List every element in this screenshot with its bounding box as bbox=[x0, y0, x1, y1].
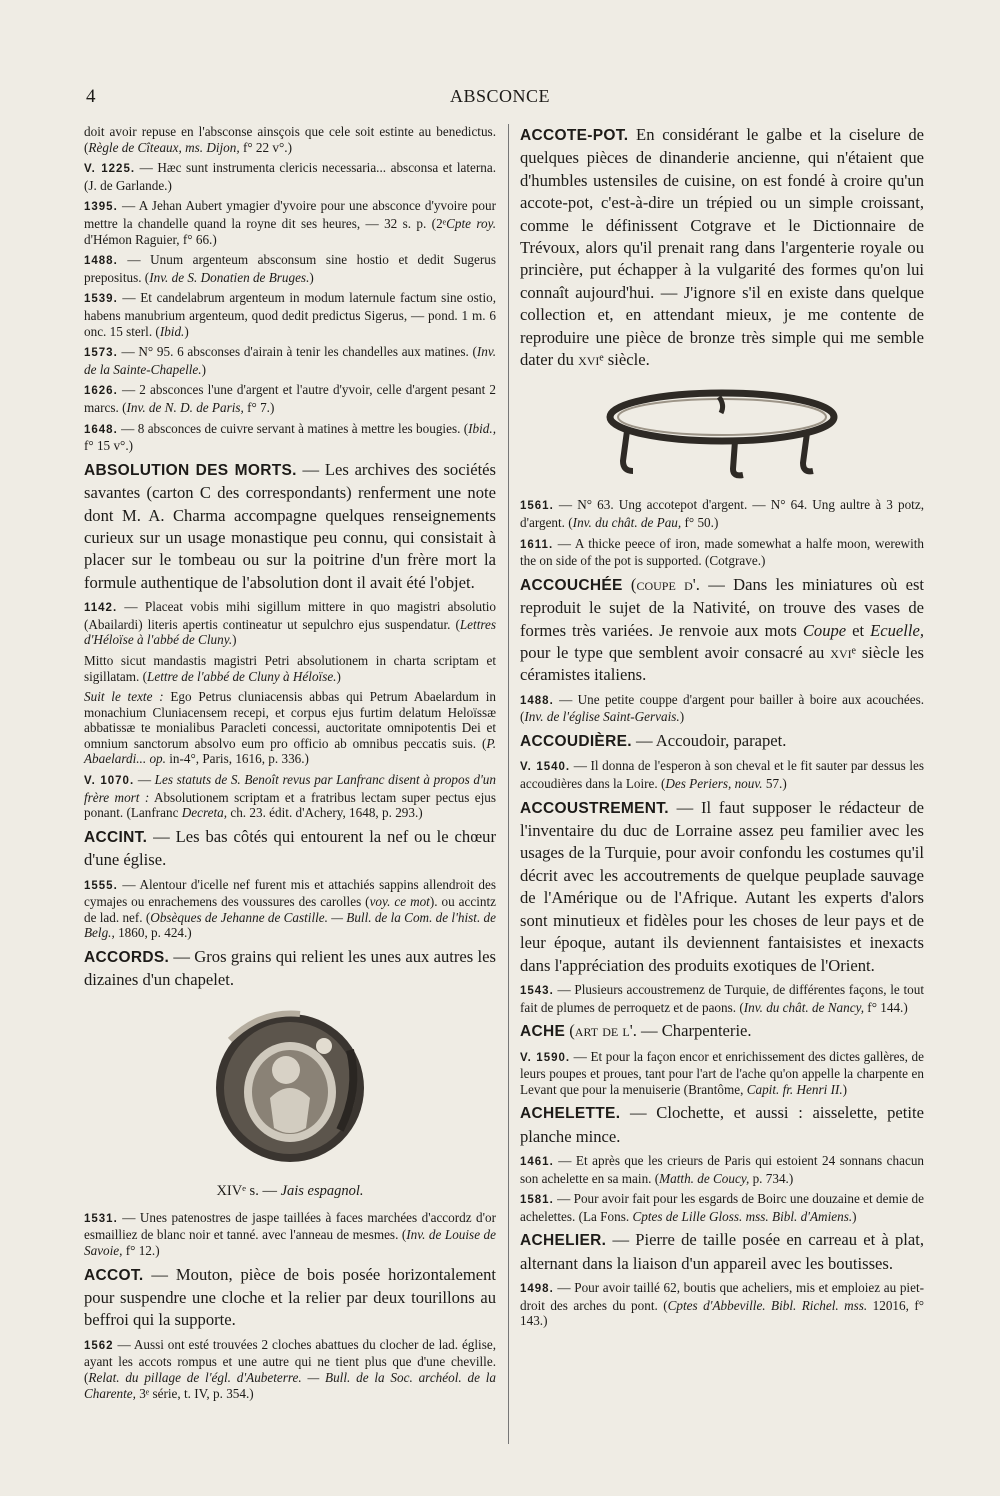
caption-text: Jais espagnol. bbox=[280, 1182, 364, 1199]
headword: ACCINT. bbox=[84, 828, 148, 846]
headword: ACCOTE-POT. bbox=[520, 127, 629, 144]
text: p. 734.) bbox=[749, 1170, 794, 1186]
definition: — Les archives des sociétés savantes (carton C des correspondants) renferment une note dont M. A. Charma accompagne quelques renseignements curieux sur un usage monastique peu connu, qui consistait à placer sur le tombeau ou sur la poitrine d'un frère mort la formule authentique de l'absolution dont il avait été l'objet. bbox=[84, 459, 496, 592]
definition: — Pierre de taille posée en carreau et à plat, alternant dans la liaison d'un appareil avec les boutisses. bbox=[520, 1230, 924, 1273]
definition: — Dans les miniatures où est reproduit le sujet de la Nativité, on trouve des vases de formes très variées. Je renvoie aux mots bbox=[520, 574, 925, 640]
citation-year: 1488. bbox=[84, 255, 118, 268]
citation-text: — Et candelabrum argenteum in modum laternule factum sine ostio, habens manubrium argenteum, quod dedit predictus Sigerus, — pond. 1 m. 6 onc. 15 sterl. ( bbox=[84, 290, 496, 339]
text: f° 12.) bbox=[122, 1243, 160, 1259]
text: siècle. bbox=[603, 350, 650, 370]
cross-reference: Coupe bbox=[802, 620, 847, 640]
text: siècle les céramistes italiens. bbox=[520, 643, 924, 685]
source: Inv. de l'église Saint-Gervais. bbox=[524, 709, 680, 725]
entry-achelette bbox=[520, 1102, 924, 1148]
headword: ACCOT. bbox=[84, 1266, 144, 1284]
headword: ACCOUDIÈRE. bbox=[520, 733, 632, 751]
source: Capit. fr. Henri II. bbox=[746, 1081, 843, 1097]
text: f° 144.) bbox=[864, 999, 908, 1015]
definition: — Gros grains qui relient les unes aux autres les dizaines d'un chapelet. bbox=[84, 947, 496, 990]
entry-accote-pot bbox=[520, 124, 924, 371]
citation-1540 bbox=[520, 758, 924, 791]
source: Les statuts de S. Benoît revus par Lanfranc disent à propos d'un frère mort : bbox=[84, 772, 496, 805]
source: Relat. du pillage de l'égl. d'Aubeterre. — Bull. de la Soc. archéol. de la Charente, bbox=[84, 1370, 496, 1401]
citation-year: V. 1225. bbox=[84, 163, 136, 176]
source: Cptes de Lille Gloss. mss. Bibl. d'Amiens. bbox=[632, 1208, 853, 1224]
page-number: 4 bbox=[86, 86, 96, 107]
source: voy. ce mot bbox=[369, 894, 430, 910]
source: Ibid., bbox=[468, 420, 496, 436]
citation-text: — A thicke peece of iron, made somewhat a halfe moon, werewith the on side of the pot is supported. (Cotgrave.) bbox=[520, 535, 925, 569]
citation-year: 1488. bbox=[520, 694, 554, 707]
right-column bbox=[520, 124, 924, 1334]
citation-1225 bbox=[84, 160, 496, 193]
definition: — Les bas côtés qui entourent la nef ou le chœur d'une église. bbox=[84, 826, 496, 870]
text: et bbox=[846, 620, 871, 640]
century: xviᵉ bbox=[578, 350, 604, 370]
source: Inv. du chât. de Nancy, bbox=[743, 999, 864, 1015]
citation-year: 1539. bbox=[84, 293, 118, 306]
citation-text: — Unum argenteum absconsum sine hostio et dedit Sugerus prepositus. ( bbox=[84, 252, 496, 285]
text: ) bbox=[842, 1081, 848, 1097]
citation-text: — Hæc sunt instrumenta clericis necessaria... absconsa et laterna. (J. de Garlande.) bbox=[84, 160, 496, 193]
definition: En considérant le galbe et la ciselure de quelques pièces de dinanderie ancienne, qui n'étaient que d'humbles ustensiles de cuisine, on est fondé à croire qu'un accote-pot, c'est-à-dire un trépied ou un simple croissant, comme le définissent Cotgrave et le Dictionnaire de Trévoux, alors qu'il prenait rang dans l'argenterie royale ou princière, put échapper à la vulgarité des formes qu'on lui connaît aujourd'hui. — J'ignore s'il en existe dans quelque collection et, en attendant mieux, je me contente de reproduire une pièce de bronze très simple qui me semble dater du bbox=[520, 125, 924, 370]
definition: — Mouton, pièce de bois posée horizontalement pour suspendre une cloche et la relier par deux tourillons au beffroi qui la supporte. bbox=[84, 1264, 496, 1330]
text: ) bbox=[309, 269, 314, 285]
source: Inv. de Louise de Savoie, bbox=[84, 1227, 496, 1259]
headword: ACHE bbox=[520, 1023, 566, 1041]
citation-text: — Une petite couppe d'argent pour bailler à boire aux acouchées. ( bbox=[520, 691, 924, 725]
citation-suit bbox=[84, 689, 496, 767]
citation-text: — Aussi ont esté trouvées 2 cloches abattues du clocher de lad. église, ayant les accots rompus et une autre qui ne tient plus que d'une cheville. ( bbox=[84, 1336, 496, 1386]
citation-text: — Et pour la façon encor et enrichissement des dictes gallères, de leurs poupes et proues, tant pour l'art de l'ache qu'on appelle la charpente en Levant que pour la menuiserie (Brantôme, bbox=[520, 1048, 924, 1097]
label: Suit le texte : bbox=[84, 689, 164, 705]
citation-1562 bbox=[84, 1337, 496, 1401]
source: Matth. de Coucy, bbox=[659, 1170, 750, 1186]
running-title: ABSCONCE bbox=[449, 86, 551, 106]
citation-year: 1573. bbox=[84, 347, 118, 360]
citation-text: — Alentour d'icelle nef furent mis et attachiés sappins allendroit des cymajes ou enrachemens des voussures des carolles ( bbox=[84, 876, 497, 910]
source: Des Periers, nouv. bbox=[665, 776, 763, 792]
text: — bbox=[258, 1182, 281, 1199]
text: ch. 23. édit. d'Achery, 1648, p. 293.) bbox=[227, 805, 423, 821]
text: ). ou accintz de lad. nef. ( bbox=[84, 894, 497, 925]
sub-headword: (coupe d'. bbox=[622, 574, 700, 594]
source: Lettres d'Héloïse à l'abbé de Cluny. bbox=[84, 616, 496, 648]
headword: ACHELIER. bbox=[520, 1232, 607, 1250]
source: Inv. de N. D. de Paris, bbox=[126, 399, 244, 415]
running-header bbox=[0, 86, 1000, 110]
citation-1626 bbox=[84, 382, 496, 415]
citation-year: 1648. bbox=[84, 423, 118, 436]
text: 12016, f° 143.) bbox=[520, 1297, 925, 1329]
entry-absolution-des-morts bbox=[84, 459, 496, 594]
definition: — Charpenterie. bbox=[636, 1021, 752, 1041]
source: Decreta, bbox=[181, 805, 228, 821]
citation-1611 bbox=[520, 536, 924, 569]
citation-1070 bbox=[84, 772, 496, 821]
citation-year: 1461. bbox=[520, 1156, 554, 1169]
citation-1555 bbox=[84, 877, 496, 941]
trivet-illustration bbox=[520, 379, 924, 489]
text: 57.) bbox=[762, 776, 787, 792]
text: doit avoir repuse en l'absconse ainsçois que cele soit estinte au benedictus. ( bbox=[84, 124, 496, 155]
source: P. Abaelardi... op. bbox=[84, 735, 496, 767]
column-divider bbox=[508, 124, 509, 1444]
text: f° 50.) bbox=[681, 515, 719, 531]
citation-1461 bbox=[520, 1153, 924, 1186]
entry-ache bbox=[520, 1020, 924, 1043]
citation-1488-right bbox=[520, 692, 924, 725]
text: ) bbox=[336, 668, 341, 684]
text: ) bbox=[679, 709, 685, 725]
citation-year: 1611. bbox=[520, 538, 554, 551]
entry-accouchee bbox=[520, 574, 924, 687]
headword: ABSOLUTION DES MORTS. bbox=[84, 461, 297, 479]
citation-1142 bbox=[84, 599, 496, 648]
century: xviᵉ bbox=[830, 643, 856, 663]
text: 3ᵉ série, t. IV, p. 354.) bbox=[135, 1385, 254, 1401]
definition: — Accoudoir, parapet. bbox=[631, 731, 787, 751]
text: f° 22 v°.) bbox=[239, 139, 292, 155]
citation-mitto bbox=[84, 653, 496, 684]
citation-text: — 8 absconces de cuivre servant à matines à mettre les bougies. ( bbox=[121, 420, 469, 436]
source: Inv. du chât. de Pau, bbox=[572, 515, 682, 531]
citation-text: Absolutionem scriptam et a fratribus lectam super pectus ejus ponant. (Lanfranc bbox=[84, 789, 496, 821]
trivet-engraving bbox=[597, 379, 847, 484]
citation-text: — Pour avoir fait pour les esgards de Boirc une douzaine et demie de achelettes. (La Fons. bbox=[520, 1191, 924, 1224]
entry-achelier bbox=[520, 1229, 924, 1275]
entry-accoustrement bbox=[520, 797, 924, 977]
text: pour le type que semblent avoir consacré au bbox=[520, 643, 831, 663]
citation-year: 1142. bbox=[84, 602, 118, 615]
source: Ibid. bbox=[159, 323, 185, 339]
headword: ACCOUCHÉE bbox=[520, 576, 623, 594]
headword: ACHELETTE. bbox=[520, 1105, 621, 1123]
citation-year: 1555. bbox=[84, 879, 118, 892]
citation-year: V. 1590. bbox=[520, 1051, 571, 1064]
citation-1561 bbox=[520, 497, 924, 530]
source: Obsèques de Jehanne de Castille. — Bull. de la Com. de l'hist. de Belg., bbox=[84, 909, 496, 941]
source: Inv. de S. Donatien de Bruges. bbox=[149, 269, 310, 285]
citation-1573 bbox=[84, 344, 496, 377]
entry-accot bbox=[84, 1264, 496, 1332]
citation-1488 bbox=[84, 252, 496, 285]
citation-1648 bbox=[84, 421, 496, 454]
caption-century: XIVᵉ s. bbox=[216, 1182, 259, 1199]
citation-text: — Il donna de l'esperon à son cheval et le fit sauter par dessus les accoudières dans la Loire. ( bbox=[520, 758, 924, 792]
text: d'Hémon Raguier, f° 66.) bbox=[84, 231, 217, 247]
citation-1543 bbox=[520, 982, 924, 1015]
citation-text: — 2 absconces l'une d'argent et l'autre d'yvoir, celle d'argent pesant 2 marcs. ( bbox=[84, 382, 496, 415]
definition: — Il faut supposer le rédacteur de l'inventaire du duc de Lorraine assez peu familier avec les usages de la Turquie, pour avoir confondu les costumes qu'il décrit avec les accoutrements de quelque peuplade sauvage de l'Amérique ou de l'Afrique. Autant les experts d'alors sont minutieux et fidèles pour les choses de leur pays et de leur époque, autant ils deviennent fantaisistes et inexacts dans l'appréciation des produits exotiques de l'Orient. bbox=[520, 797, 924, 975]
citation-text: — Plusieurs accoustremenz de Turquie, de différentes façons, le tout fait de plumes de perroquetz et de paons. ( bbox=[520, 981, 924, 1015]
figure-caption bbox=[84, 1183, 496, 1200]
citation-year: 1395. bbox=[84, 201, 118, 214]
rosary-bead-illustration bbox=[84, 1000, 496, 1175]
citation-1581 bbox=[520, 1191, 924, 1224]
citation-text: Ego Petrus cluniacensis abbas qui Petrum Abaelardum in monachium Cluniacensem recepi, et corpus ejus furtim delatum Heloïssæ abbatissæ te monialibus Paracleti concessi, auctoritate omnipotentis Dei et omnium sanctorum absolvo eum pro officio ab omnibus peccatis suis. ( bbox=[84, 689, 497, 751]
text: in-4°, Paris, 1616, p. 336.) bbox=[165, 751, 309, 767]
text: ) bbox=[852, 1208, 857, 1224]
citation-year: 1581. bbox=[520, 1194, 554, 1207]
text: f° 15 v°.) bbox=[84, 438, 134, 454]
citation-text: — A Jehan Aubert ymagier d'yvoire pour une absconce d'yvoire pour mettre la chandelle quand la royne dit ses heures, — 32 s. p. (2ᵉ bbox=[84, 198, 497, 231]
sub-headword: (art de l'. bbox=[565, 1021, 637, 1041]
headword: ACCOUSTREMENT. bbox=[520, 799, 669, 817]
source: Règle de Cîteaux, ms. Dijon, bbox=[88, 139, 240, 155]
citation-year: 1626. bbox=[84, 385, 118, 398]
rosary-bead-engraving bbox=[200, 1000, 380, 1170]
citation-year: 1531. bbox=[84, 1212, 118, 1225]
text: — bbox=[134, 772, 155, 788]
source: Lettre de l'abbé de Cluny à Héloïse. bbox=[147, 668, 337, 684]
citation-text: — N° 95. 6 absconses d'airain à tenir les chandelles aux matines. ( bbox=[121, 344, 477, 360]
source: Inv. de la Sainte-Chapelle. bbox=[84, 344, 497, 377]
entry-accoudiere bbox=[520, 730, 924, 753]
text: f° 7.) bbox=[243, 399, 275, 415]
citation-year: 1562 bbox=[84, 1339, 114, 1352]
citation-text: — N° 63. Ung accotepot d'argent. — N° 64. Ung aultre à 3 potz, d'argent. ( bbox=[520, 497, 924, 531]
citation-1539 bbox=[84, 290, 496, 339]
continuation-paragraph bbox=[84, 124, 496, 155]
left-column bbox=[84, 124, 496, 1406]
citation-1498 bbox=[520, 1280, 924, 1329]
citation-year: 1543. bbox=[520, 984, 554, 997]
source: Cpte roy. bbox=[446, 215, 496, 231]
entry-accint bbox=[84, 826, 496, 872]
citation-text: — Pour avoir taillé 62, boutis que acheliers, mis et emploiez au piet-droit des arches du pont. ( bbox=[520, 1280, 924, 1313]
citation-year: V. 1070. bbox=[84, 775, 135, 788]
citation-year: 1561. bbox=[520, 500, 554, 513]
text: ) bbox=[232, 632, 237, 648]
text: 1860, p. 424.) bbox=[114, 925, 192, 941]
citation-text: Mitto sicut mandastis magistri Petri absolutionem in charta scriptam et sigillatam. ( bbox=[84, 652, 496, 684]
citation-1395 bbox=[84, 198, 496, 247]
text: ) bbox=[201, 361, 206, 377]
citation-1531 bbox=[84, 1210, 496, 1259]
source: Cptes d'Abbeville. Bibl. Richel. mss. bbox=[667, 1297, 868, 1313]
entry-accords bbox=[84, 946, 496, 992]
citation-1590 bbox=[520, 1049, 924, 1098]
text: ) bbox=[184, 323, 189, 339]
definition: — Clochette, et aussi : aisselette, petite planche mince. bbox=[520, 1103, 924, 1146]
cross-reference: Ecuelle, bbox=[870, 620, 924, 640]
citation-year: V. 1540. bbox=[520, 761, 571, 774]
citation-year: 1498. bbox=[520, 1283, 554, 1296]
headword: ACCORDS. bbox=[84, 949, 170, 967]
citation-text: — Et après que les crieurs de Paris qui estoient 24 sonnans chacun son achelette en sa main. ( bbox=[520, 1153, 925, 1186]
citation-text: — Placeat vobis mihi sigillum mittere in quo magistri absolutio (Abailardi) literis apertis contineatur ut sepulchro ejus suspendatur. ( bbox=[84, 599, 496, 632]
citation-text: — Unes patenostres de jaspe taillées à faces marchées d'accordz d'or esmailliez de blanc noir et tanné. avec l'anneau de mesmes. ( bbox=[84, 1209, 496, 1243]
